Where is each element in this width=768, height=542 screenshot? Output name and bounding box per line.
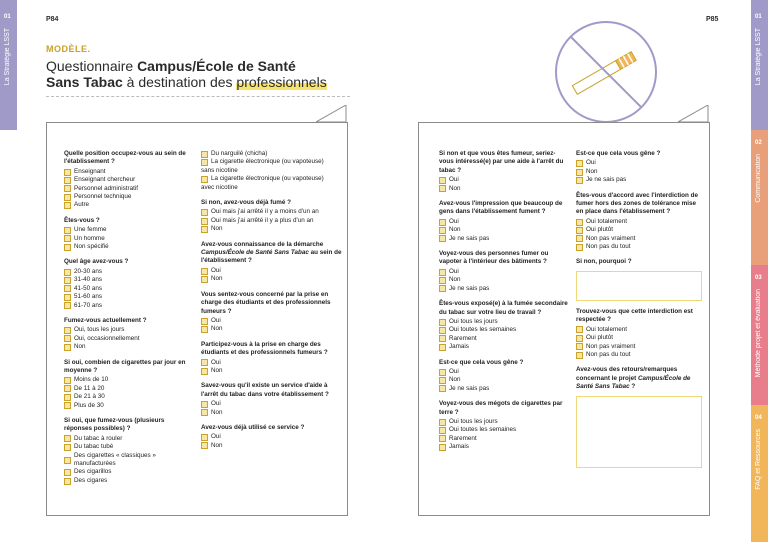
- question: Voyez-vous des personnes fumer ou vapoter à l'intérieur des bâtiments ?: [439, 250, 549, 266]
- answer-option[interactable]: [64, 376, 192, 384]
- option-label: Oui: [211, 358, 221, 366]
- section-tab-label: FAQ et Ressources: [755, 429, 762, 490]
- option-label: Personnel technique: [74, 193, 132, 201]
- option-label: Rarement: [449, 434, 477, 442]
- option-label: Plus de 30: [74, 401, 104, 409]
- answer-option[interactable]: [576, 159, 704, 167]
- question: Vous sentez-vous concerné par la prise en charge des étudiants et des professionnels fumeurs ?: [201, 290, 331, 315]
- answer-option[interactable]: [64, 193, 192, 201]
- option-label: Non pas du tout: [586, 350, 631, 358]
- section-tab-left[interactable]: [0, 0, 17, 130]
- answer-option[interactable]: [64, 326, 192, 334]
- checkbox[interactable]: [439, 277, 446, 284]
- option-label: Je ne sais pas: [449, 284, 490, 292]
- option-label: Oui: [449, 176, 459, 184]
- option-label: Jamais: [449, 343, 469, 351]
- page-fold: [678, 105, 710, 137]
- answer-option[interactable]: [201, 275, 343, 283]
- checkbox[interactable]: [64, 344, 71, 351]
- option-label: Oui plutôt: [586, 226, 613, 234]
- checkbox[interactable]: [201, 276, 208, 283]
- checkbox[interactable]: [64, 327, 71, 334]
- title-part: Questionnaire: [46, 58, 138, 74]
- answer-option[interactable]: [201, 225, 343, 233]
- answer-option[interactable]: [64, 235, 192, 243]
- checkbox[interactable]: [64, 377, 71, 384]
- question-text: ?: [629, 383, 636, 391]
- option-label: Non: [211, 325, 223, 333]
- option-label: Non: [449, 376, 461, 384]
- option-label-continued: avec nicotine: [201, 183, 238, 191]
- option-label: Oui, tous les jours: [74, 326, 125, 334]
- checkbox[interactable]: [439, 444, 446, 451]
- answer-option[interactable]: [201, 325, 343, 333]
- sheet1-column2-continuation: [201, 150, 343, 192]
- answer-option[interactable]: [439, 235, 569, 243]
- question: Trouvez-vous que cette interdiction est respectée ?: [576, 307, 693, 324]
- question: Quelle position occupez-vous au sein de l'établissement ?: [64, 150, 186, 166]
- answer-option[interactable]: [439, 326, 569, 334]
- checkbox[interactable]: [439, 185, 446, 192]
- checkbox[interactable]: [64, 177, 71, 184]
- checkbox[interactable]: [439, 427, 446, 434]
- option-label: Oui: [211, 433, 221, 441]
- answer-option[interactable]: [439, 226, 569, 234]
- option-label: Non pas du tout: [586, 243, 631, 251]
- sheet1-column1: [64, 150, 192, 485]
- answer-option[interactable]: [201, 267, 343, 275]
- free-text-answer[interactable]: [576, 396, 702, 468]
- answer-option[interactable]: [201, 442, 343, 450]
- checkbox[interactable]: [201, 159, 208, 166]
- question: [576, 366, 704, 391]
- free-text-answer[interactable]: [576, 271, 702, 301]
- answer-option[interactable]: [64, 452, 192, 469]
- title-highlight: professionnels: [236, 74, 327, 90]
- option-label: Oui, occasionnellement: [74, 334, 140, 342]
- option-label: Je ne sais pas: [449, 234, 490, 242]
- section-tab-label: Communication: [755, 154, 762, 203]
- checkbox[interactable]: [439, 319, 446, 326]
- option-label: Du narguilé (chicha): [211, 150, 268, 157]
- option-label: De 21 à 30: [74, 393, 105, 401]
- option-label: Des cigarettes « classiques » manufacturées: [74, 451, 156, 467]
- answer-option[interactable]: [439, 443, 569, 451]
- option-label: Oui mais j'ai arrêté il y a plus d'un an: [211, 216, 314, 224]
- sheet2-column2: [576, 150, 704, 468]
- answer-option[interactable]: [439, 435, 569, 443]
- checkbox[interactable]: [439, 344, 446, 351]
- option-label: Oui: [449, 267, 459, 275]
- page-number-right: P85: [706, 16, 719, 23]
- option-label: Personnel administratif: [74, 184, 139, 192]
- question: Êtes-vous d'accord avec l'interdiction de fumer hors des zones de tolérance mise en place dans l'établissement ?: [576, 191, 698, 216]
- section-tab-label: Méthode projet et évaluation: [755, 289, 762, 378]
- checkbox[interactable]: [439, 327, 446, 334]
- checkbox[interactable]: [201, 368, 208, 375]
- checkbox[interactable]: [439, 335, 446, 342]
- question: Fumez-vous actuellement ?: [64, 316, 147, 324]
- sheet1-column2-questions: [201, 199, 343, 450]
- checkbox[interactable]: [64, 469, 71, 476]
- option-label: Oui: [449, 367, 459, 375]
- answer-option[interactable]: [439, 418, 569, 426]
- section-tab-faq[interactable]: [751, 405, 768, 542]
- page-title: [46, 58, 327, 90]
- divider: [46, 96, 350, 97]
- section-tab-number: 01: [755, 14, 762, 20]
- option-label: 31-40 ans: [74, 276, 103, 284]
- checkbox[interactable]: [576, 343, 583, 350]
- question: Si non, avez-vous déjà fumé ?: [201, 199, 291, 207]
- answer-option[interactable]: [64, 226, 192, 234]
- answer-option[interactable]: [64, 385, 192, 393]
- checkbox[interactable]: [576, 235, 583, 242]
- checkbox[interactable]: [576, 244, 583, 251]
- answer-option[interactable]: [439, 376, 569, 384]
- option-label: La cigarette électronique (ou vapoteuse): [211, 158, 324, 166]
- checkbox[interactable]: [576, 227, 583, 234]
- question: Est-ce que cela vous gêne ?: [576, 150, 661, 157]
- option-label: Non pas vraiment: [586, 234, 636, 242]
- option-label: Autre: [74, 201, 90, 209]
- question: [201, 241, 343, 266]
- answer-option[interactable]: [64, 243, 192, 251]
- checkbox[interactable]: [64, 402, 71, 409]
- answer-option[interactable]: [201, 150, 343, 158]
- checkbox[interactable]: [201, 268, 208, 275]
- answer-option[interactable]: [201, 433, 343, 441]
- option-label: Oui: [586, 159, 596, 167]
- question: Si non, pourquoi ?: [576, 258, 632, 266]
- checkbox[interactable]: [201, 218, 208, 225]
- option-label: Du tabac tubé: [74, 443, 114, 451]
- checkbox[interactable]: [201, 209, 208, 216]
- option-label: Oui mais j'ai arrêté il y a moins d'un an: [211, 208, 319, 216]
- page-number-left: P84: [46, 16, 59, 23]
- checkbox[interactable]: [439, 285, 446, 292]
- checkbox[interactable]: [64, 444, 71, 451]
- sheet2-column1: [439, 150, 569, 452]
- question: Quel âge avez-vous ?: [64, 258, 129, 266]
- section-tab-number: 03: [755, 275, 762, 281]
- checkbox[interactable]: [201, 176, 208, 183]
- option-label: Moins de 10: [74, 376, 109, 384]
- option-label: 51-60 ans: [74, 293, 103, 301]
- answer-option[interactable]: [64, 477, 192, 485]
- question: Est-ce que cela vous gêne ?: [439, 358, 524, 366]
- title-bold: Sans Tabac: [46, 74, 123, 90]
- answer-option[interactable]: [576, 326, 704, 334]
- checkbox[interactable]: [201, 434, 208, 441]
- question-text: au sein de l'établissement ?: [201, 249, 342, 265]
- checkbox[interactable]: [439, 235, 446, 242]
- option-label: 61-70 ans: [74, 301, 103, 309]
- option-label: Oui plutôt: [586, 334, 613, 342]
- option-label: Des cigares: [74, 476, 108, 484]
- answer-option[interactable]: [201, 409, 343, 417]
- question: Si oui, que fumez-vous (plusieurs réponses possibles) ?: [64, 416, 165, 433]
- checkbox[interactable]: [576, 352, 583, 359]
- checkbox[interactable]: [201, 226, 208, 233]
- option-label: Je ne sais pas: [449, 384, 490, 392]
- question-project-name: Campus/École de Santé Sans Tabac: [576, 374, 691, 391]
- checkbox[interactable]: [201, 326, 208, 333]
- sheet1-column2: [201, 150, 343, 450]
- answer-option[interactable]: [439, 218, 569, 226]
- checkbox[interactable]: [201, 359, 208, 366]
- answer-option[interactable]: [64, 468, 192, 476]
- answer-option[interactable]: [576, 176, 704, 184]
- option-label: Du tabac à rouler: [74, 434, 123, 442]
- section-tab-number: 01: [4, 14, 11, 20]
- answer-option[interactable]: [64, 201, 192, 209]
- option-label: Non: [586, 167, 598, 175]
- option-label: Oui totalement: [586, 325, 627, 333]
- answer-option[interactable]: [576, 235, 704, 243]
- question: Savez-vous qu'il existe un service d'aide à l'arrêt du tabac dans votre établissement ?: [201, 382, 329, 398]
- question-text: Avez-vous connaissance de la démarche: [201, 240, 324, 248]
- section-tab-methode[interactable]: [751, 265, 768, 405]
- answer-option[interactable]: [201, 158, 343, 166]
- answer-option[interactable]: [64, 185, 192, 193]
- checkbox[interactable]: [201, 442, 208, 449]
- answer-option[interactable]: [201, 175, 343, 183]
- section-tab-communication[interactable]: [751, 130, 768, 265]
- checkbox[interactable]: [64, 235, 71, 242]
- checkbox[interactable]: [439, 435, 446, 442]
- option-label: Je ne sais pas: [586, 176, 627, 184]
- checkbox[interactable]: [64, 285, 71, 292]
- checkbox[interactable]: [576, 326, 583, 333]
- title-part: à destination des: [122, 74, 237, 90]
- answer-option[interactable]: [439, 185, 569, 193]
- question: Êtes-vous exposé(e) à la fumée secondaire du tabac sur votre lieu de travail ?: [439, 300, 568, 316]
- answer-option[interactable]: [201, 367, 343, 375]
- option-label: Non: [211, 408, 223, 416]
- checkbox[interactable]: [64, 277, 71, 284]
- answer-option[interactable]: [576, 351, 704, 359]
- answer-option[interactable]: [201, 208, 343, 216]
- section-tab-number: 04: [755, 415, 762, 421]
- answer-option[interactable]: [64, 335, 192, 343]
- question-text: Avez-vous des retours/remarques concernant le projet: [576, 366, 678, 382]
- answer-option[interactable]: [64, 443, 192, 451]
- no-smoking-icon: [552, 18, 660, 126]
- question: Êtes-vous ?: [64, 216, 100, 224]
- checkbox[interactable]: [64, 244, 71, 251]
- option-label: Non: [211, 275, 223, 283]
- option-label: Non: [211, 441, 223, 449]
- checkbox[interactable]: [201, 151, 208, 158]
- question: Si non et que vous êtes fumeur, seriez-vous intéressé(e) par une aide à l'arrêt du tabac ?: [439, 150, 564, 174]
- option-label: Oui toutes les semaines: [449, 426, 517, 434]
- checkbox[interactable]: [64, 302, 71, 309]
- answer-option[interactable]: [576, 243, 704, 251]
- answer-option[interactable]: [439, 176, 569, 184]
- answer-option[interactable]: [439, 276, 569, 284]
- checkbox[interactable]: [576, 177, 583, 184]
- answer-option[interactable]: [201, 359, 343, 367]
- answer-option[interactable]: [64, 176, 192, 184]
- checkbox[interactable]: [64, 269, 71, 276]
- option-label: Non: [449, 184, 461, 192]
- option-label: Non spécifié: [74, 243, 109, 251]
- option-label: Non: [211, 225, 223, 233]
- checkbox[interactable]: [64, 294, 71, 301]
- answer-option[interactable]: [439, 335, 569, 343]
- checkbox[interactable]: [64, 335, 71, 342]
- option-label: Enseignant chercheur: [74, 176, 136, 184]
- checkbox[interactable]: [64, 227, 71, 234]
- question-project-name: Campus/École de Santé Sans Tabac: [201, 249, 309, 257]
- checkbox[interactable]: [439, 385, 446, 392]
- checkbox[interactable]: [64, 457, 71, 464]
- option-label: Oui: [211, 266, 221, 274]
- checkbox[interactable]: [201, 409, 208, 416]
- checkbox[interactable]: [64, 435, 71, 442]
- title-bold: Campus/École de Santé: [137, 58, 296, 74]
- checkbox[interactable]: [64, 194, 71, 201]
- checkbox[interactable]: [201, 318, 208, 325]
- option-label: Oui tous les jours: [449, 317, 498, 325]
- checkbox[interactable]: [439, 419, 446, 426]
- option-label-continued: sans nicotine: [201, 166, 238, 174]
- option-label: 20-30 ans: [74, 267, 103, 275]
- page-fold: [316, 105, 348, 137]
- checkbox[interactable]: [439, 269, 446, 276]
- section-tab-label: La Stratégie LSST: [4, 28, 11, 86]
- answer-option[interactable]: [576, 218, 704, 226]
- option-label: Des cigarillos: [74, 468, 112, 476]
- option-label: De 11 à 20: [74, 384, 105, 392]
- checkbox[interactable]: [576, 169, 583, 176]
- checkbox[interactable]: [576, 219, 583, 226]
- option-label: Non: [211, 366, 223, 374]
- checkbox[interactable]: [439, 369, 446, 376]
- answer-option[interactable]: [64, 393, 192, 401]
- answer-option[interactable]: [64, 168, 192, 176]
- section-tab-strategie[interactable]: [751, 0, 768, 130]
- option-label: Un homme: [74, 234, 105, 242]
- option-label: Non: [449, 276, 461, 284]
- question: Avez-vous l'impression que beaucoup de gens dans l'établissement fument ?: [439, 200, 563, 216]
- answer-option[interactable]: [64, 276, 192, 284]
- option-label: Oui: [211, 400, 221, 408]
- answer-option[interactable]: [64, 268, 192, 276]
- option-label: Non: [74, 343, 86, 351]
- answer-option[interactable]: [64, 302, 192, 310]
- option-label: La cigarette électronique (ou vapoteuse): [211, 175, 324, 183]
- answer-option[interactable]: [201, 317, 343, 325]
- checkbox[interactable]: [64, 169, 71, 176]
- option-label: Enseignant: [74, 167, 106, 175]
- checkbox[interactable]: [439, 377, 446, 384]
- option-label: Une femme: [74, 226, 107, 234]
- checkbox[interactable]: [576, 160, 583, 167]
- checkbox[interactable]: [64, 394, 71, 401]
- option-label: Non: [449, 226, 461, 234]
- answer-option[interactable]: [64, 435, 192, 443]
- answer-option[interactable]: [439, 268, 569, 276]
- answer-option[interactable]: [64, 402, 192, 410]
- checkbox[interactable]: [64, 478, 71, 485]
- checkbox[interactable]: [439, 219, 446, 226]
- option-label: Oui toutes les semaines: [449, 326, 517, 334]
- answer-option[interactable]: [201, 400, 343, 408]
- option-label: Non pas vraiment: [586, 342, 636, 350]
- answer-option[interactable]: [64, 285, 192, 293]
- option-label: Jamais: [449, 443, 469, 451]
- question: Avez-vous déjà utilisé ce service ?: [201, 423, 305, 431]
- option-label: Oui: [211, 316, 221, 324]
- question: Voyez-vous des mégots de cigarettes par terre ?: [439, 400, 563, 416]
- answer-option[interactable]: [439, 285, 569, 293]
- option-label: Oui tous les jours: [449, 417, 498, 425]
- checkbox[interactable]: [576, 335, 583, 342]
- answer-option[interactable]: [576, 168, 704, 176]
- checkbox[interactable]: [64, 385, 71, 392]
- answer-option[interactable]: [201, 217, 343, 225]
- answer-option[interactable]: [576, 226, 704, 234]
- option-label: 41-50 ans: [74, 284, 103, 292]
- answer-option[interactable]: [439, 368, 569, 376]
- checkbox[interactable]: [201, 401, 208, 408]
- answer-option[interactable]: [64, 343, 192, 351]
- section-tab-number: 02: [755, 140, 762, 146]
- answer-option[interactable]: [64, 293, 192, 301]
- checkbox[interactable]: [64, 185, 71, 192]
- answer-option[interactable]: [439, 385, 569, 393]
- checkbox[interactable]: [439, 227, 446, 234]
- option-label: Oui totalement: [586, 217, 627, 225]
- kicker: MODÈLE.: [46, 44, 91, 54]
- checkbox[interactable]: [439, 177, 446, 184]
- checkbox[interactable]: [64, 202, 71, 209]
- answer-option[interactable]: [439, 343, 569, 351]
- answer-option[interactable]: [576, 343, 704, 351]
- option-label: Oui: [449, 217, 459, 225]
- answer-option[interactable]: [576, 334, 704, 342]
- question: Si oui, combien de cigarettes par jour en moyenne ?: [64, 358, 186, 374]
- section-tab-label: La Stratégie LSST: [755, 28, 762, 86]
- question: Participez-vous à la prise en charge des étudiants et des professionnels fumeurs ?: [201, 340, 328, 357]
- option-label: Rarement: [449, 334, 477, 342]
- answer-option[interactable]: [439, 426, 569, 434]
- answer-option[interactable]: [439, 318, 569, 326]
